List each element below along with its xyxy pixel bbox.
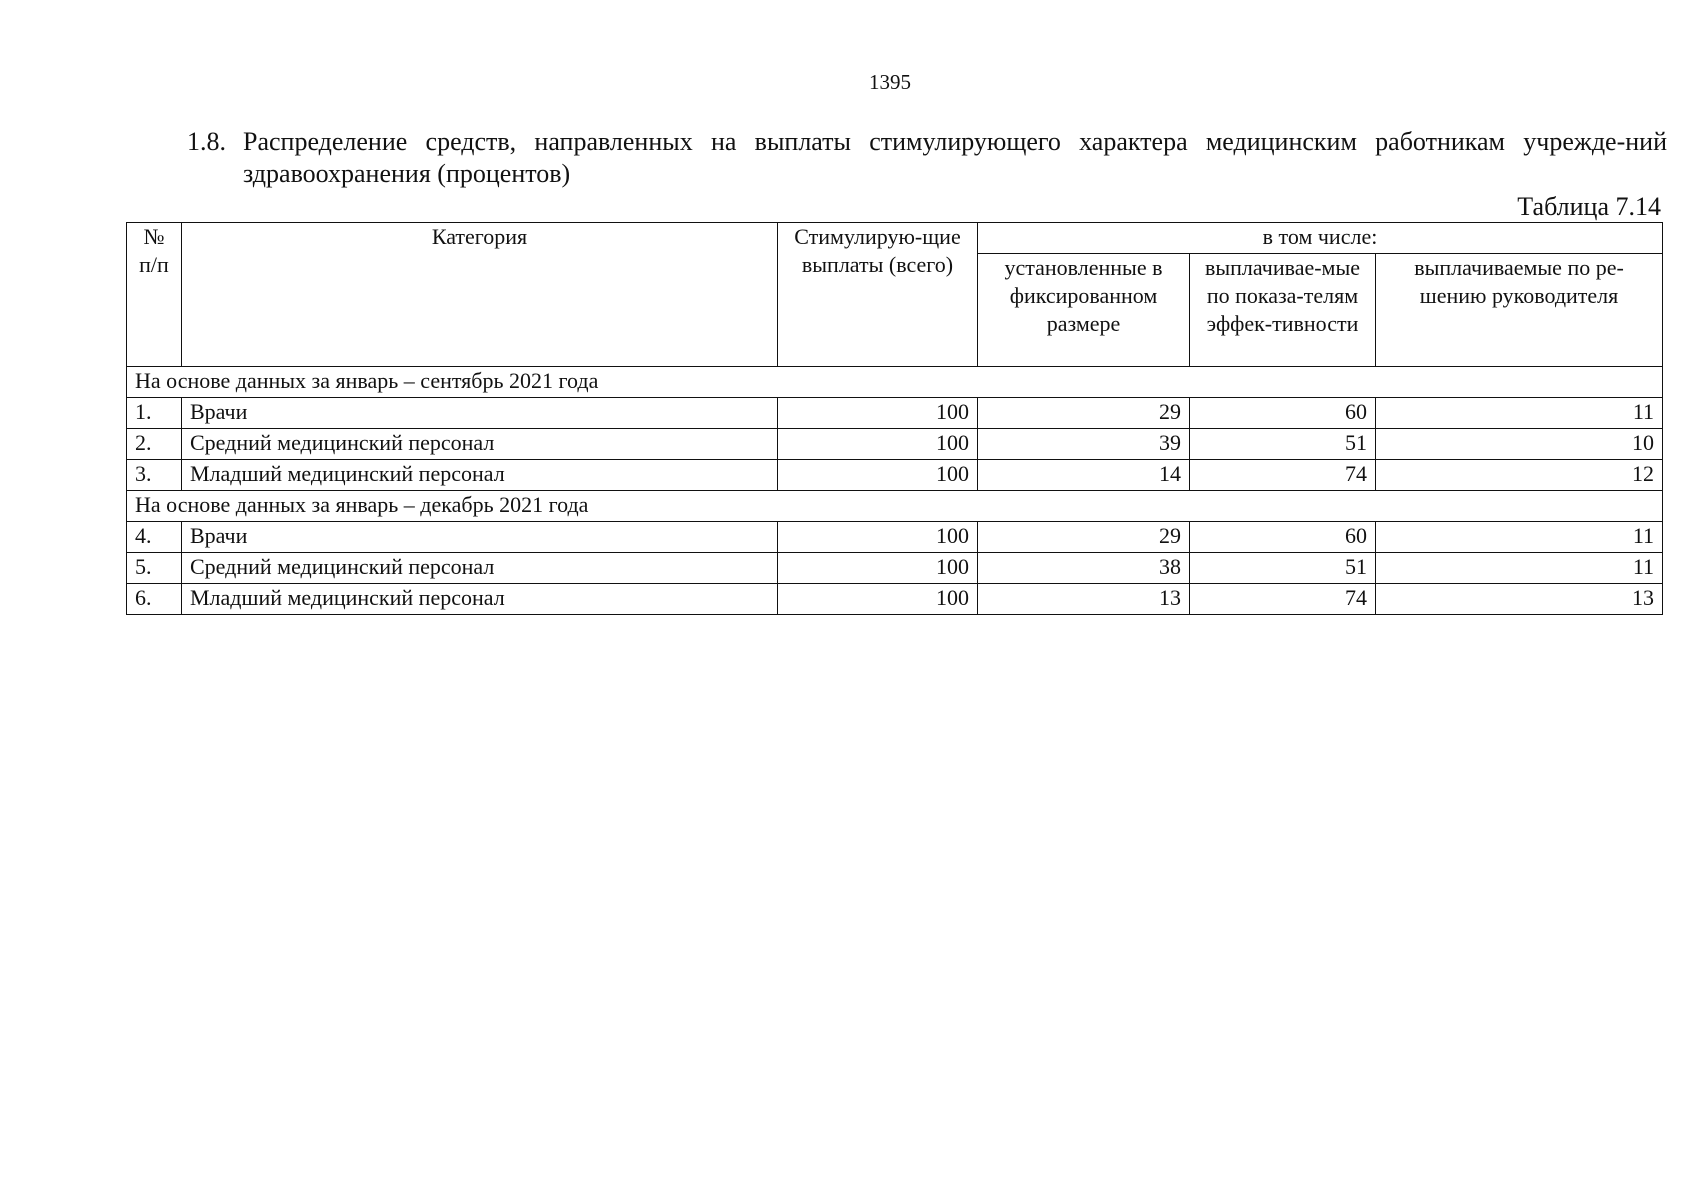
row-total: 100 xyxy=(778,398,978,429)
table-row xyxy=(127,398,1663,429)
row-manager: 10 xyxy=(1376,429,1663,460)
table-label: Таблица 7.14 xyxy=(1517,192,1661,221)
page-number: 1395 xyxy=(869,70,911,94)
row-performance: 60 xyxy=(1190,398,1376,429)
row-num: 1. xyxy=(127,398,182,429)
data-table xyxy=(126,222,1663,615)
row-num: 4. xyxy=(127,522,182,553)
row-category: Младший медицинский персонал xyxy=(182,460,778,491)
row-category: Средний медицинский персонал xyxy=(182,553,778,584)
row-total: 100 xyxy=(778,553,978,584)
section-row xyxy=(127,491,1663,522)
table-row xyxy=(127,553,1663,584)
table-body xyxy=(127,367,1663,615)
row-manager: 11 xyxy=(1376,522,1663,553)
table-row xyxy=(127,429,1663,460)
row-category: Врачи xyxy=(182,522,778,553)
row-category: Врачи xyxy=(182,398,778,429)
table-row xyxy=(127,584,1663,615)
row-total: 100 xyxy=(778,584,978,615)
row-category: Младший медицинский персонал xyxy=(182,584,778,615)
row-performance: 74 xyxy=(1190,460,1376,491)
row-total: 100 xyxy=(778,522,978,553)
row-fixed: 29 xyxy=(978,398,1190,429)
section-title-cell: На основе данных за январь – сентябрь 2021 года xyxy=(127,367,1663,398)
section-title: Распределение средств, направленных на выплаты стимулирующего характера медицинским работникам учрежде-ний здравоохранения (процентов) xyxy=(243,127,1667,188)
row-performance: 60 xyxy=(1190,522,1376,553)
row-num: 3. xyxy=(127,460,182,491)
table-row xyxy=(127,522,1663,553)
header-manager: выплачиваемые по ре-шению руководителя xyxy=(1376,254,1663,367)
table-row xyxy=(127,460,1663,491)
row-manager: 11 xyxy=(1376,553,1663,584)
header-fixed: установленные в фиксированном размере xyxy=(978,254,1190,367)
row-fixed: 38 xyxy=(978,553,1190,584)
row-manager: 12 xyxy=(1376,460,1663,491)
row-performance: 51 xyxy=(1190,553,1376,584)
row-fixed: 13 xyxy=(978,584,1190,615)
row-num: 5. xyxy=(127,553,182,584)
row-performance: 74 xyxy=(1190,584,1376,615)
row-manager: 13 xyxy=(1376,584,1663,615)
header-num: № п/п xyxy=(127,223,182,367)
header-total: Стимулирую-щие выплаты (всего) xyxy=(778,223,978,367)
row-fixed: 39 xyxy=(978,429,1190,460)
section-row xyxy=(127,367,1663,398)
row-fixed: 14 xyxy=(978,460,1190,491)
row-fixed: 29 xyxy=(978,522,1190,553)
row-total: 100 xyxy=(778,460,978,491)
section-title-cell: На основе данных за январь – декабрь 2021 года xyxy=(127,491,1663,522)
row-category: Средний медицинский персонал xyxy=(182,429,778,460)
row-num: 2. xyxy=(127,429,182,460)
header-category: Категория xyxy=(182,223,778,367)
row-num: 6. xyxy=(127,584,182,615)
section-number: 1.8. xyxy=(187,127,226,156)
header-performance: выплачивае-мые по показа-телям эффек-тивности xyxy=(1190,254,1376,367)
row-total: 100 xyxy=(778,429,978,460)
header-including: в том числе: xyxy=(978,223,1663,254)
row-performance: 51 xyxy=(1190,429,1376,460)
row-manager: 11 xyxy=(1376,398,1663,429)
